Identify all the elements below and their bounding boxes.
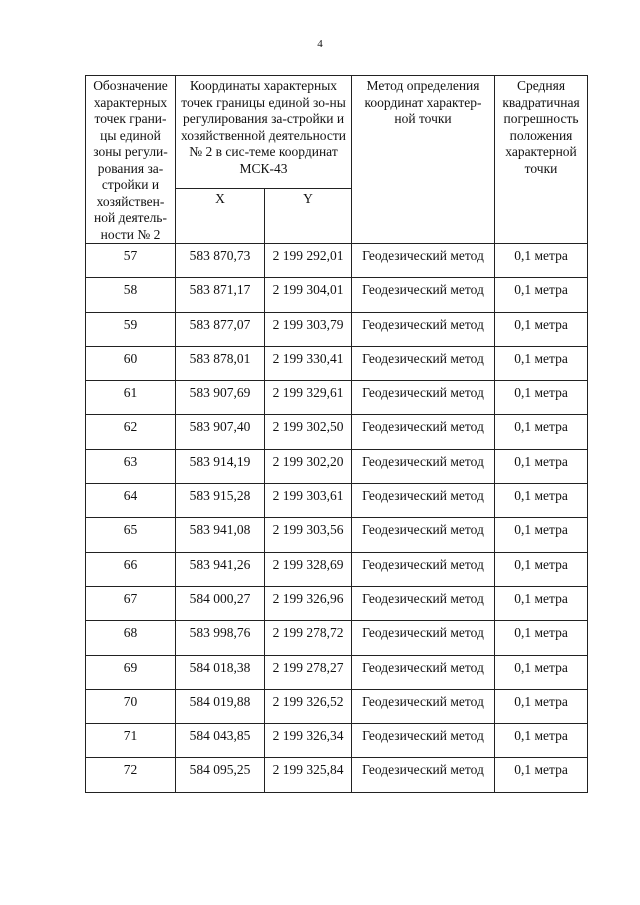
cell-error: 0,1 метра bbox=[495, 689, 588, 723]
cell-method: Геодезический метод bbox=[352, 381, 495, 415]
table-row bbox=[86, 381, 588, 415]
cell-x: 584 095,25 bbox=[176, 758, 265, 792]
table-row bbox=[86, 689, 588, 723]
cell-x: 584 018,38 bbox=[176, 655, 265, 689]
header-x: X bbox=[176, 189, 265, 244]
cell-x: 583 941,08 bbox=[176, 518, 265, 552]
cell-method: Геодезический метод bbox=[352, 758, 495, 792]
cell-x: 583 871,17 bbox=[176, 278, 265, 312]
cell-error: 0,1 метра bbox=[495, 346, 588, 380]
cell-y: 2 199 304,01 bbox=[265, 278, 352, 312]
cell-error: 0,1 метра bbox=[495, 655, 588, 689]
header-y: Y bbox=[265, 189, 352, 244]
cell-error: 0,1 метра bbox=[495, 552, 588, 586]
cell-error: 0,1 метра bbox=[495, 724, 588, 758]
cell-point: 69 bbox=[86, 655, 176, 689]
table-row bbox=[86, 724, 588, 758]
table-body bbox=[86, 244, 588, 793]
cell-point: 65 bbox=[86, 518, 176, 552]
cell-method: Геодезический метод bbox=[352, 449, 495, 483]
cell-y: 2 199 302,50 bbox=[265, 415, 352, 449]
cell-y: 2 199 326,96 bbox=[265, 586, 352, 620]
header-point-designation: Обозначение характерных точек грани-цы единой зоны регули-рования за-стройки и хозяйствен-ной деятель-ности № 2 bbox=[86, 76, 176, 244]
cell-method: Геодезический метод bbox=[352, 244, 495, 278]
table-row bbox=[86, 449, 588, 483]
cell-point: 61 bbox=[86, 381, 176, 415]
cell-method: Геодезический метод bbox=[352, 689, 495, 723]
cell-method: Геодезический метод bbox=[352, 724, 495, 758]
cell-x: 583 915,28 bbox=[176, 484, 265, 518]
cell-error: 0,1 метра bbox=[495, 621, 588, 655]
header-row bbox=[86, 76, 588, 189]
table-row bbox=[86, 655, 588, 689]
cell-method: Геодезический метод bbox=[352, 278, 495, 312]
table-row bbox=[86, 586, 588, 620]
table-header bbox=[86, 76, 588, 244]
cell-point: 71 bbox=[86, 724, 176, 758]
coordinates-table bbox=[85, 75, 588, 793]
cell-y: 2 199 330,41 bbox=[265, 346, 352, 380]
cell-x: 583 870,73 bbox=[176, 244, 265, 278]
cell-point: 62 bbox=[86, 415, 176, 449]
table-row bbox=[86, 415, 588, 449]
table-row bbox=[86, 346, 588, 380]
cell-error: 0,1 метра bbox=[495, 518, 588, 552]
table-row bbox=[86, 621, 588, 655]
table-row bbox=[86, 758, 588, 792]
cell-error: 0,1 метра bbox=[495, 758, 588, 792]
header-method: Метод определения координат характер-ной точки bbox=[352, 76, 495, 244]
cell-x: 583 998,76 bbox=[176, 621, 265, 655]
cell-x: 583 877,07 bbox=[176, 312, 265, 346]
cell-error: 0,1 метра bbox=[495, 415, 588, 449]
cell-error: 0,1 метра bbox=[495, 381, 588, 415]
cell-x: 583 907,40 bbox=[176, 415, 265, 449]
cell-y: 2 199 303,61 bbox=[265, 484, 352, 518]
cell-method: Геодезический метод bbox=[352, 621, 495, 655]
cell-method: Геодезический метод bbox=[352, 586, 495, 620]
cell-x: 583 941,26 bbox=[176, 552, 265, 586]
table-row bbox=[86, 484, 588, 518]
cell-error: 0,1 метра bbox=[495, 484, 588, 518]
cell-method: Геодезический метод bbox=[352, 552, 495, 586]
cell-point: 66 bbox=[86, 552, 176, 586]
cell-error: 0,1 метра bbox=[495, 449, 588, 483]
cell-error: 0,1 метра bbox=[495, 244, 588, 278]
cell-point: 67 bbox=[86, 586, 176, 620]
cell-x: 584 000,27 bbox=[176, 586, 265, 620]
header-mean-square-error: Средняя квадратичная погрешность положения характерной точки bbox=[495, 76, 588, 244]
header-coordinates: Координаты характерных точек границы единой зо-ны регулирования за-стройки и хозяйственной деятельности № 2 в сис-теме координат МСК-43 bbox=[176, 76, 352, 189]
cell-method: Геодезический метод bbox=[352, 518, 495, 552]
cell-error: 0,1 метра bbox=[495, 312, 588, 346]
cell-y: 2 199 328,69 bbox=[265, 552, 352, 586]
cell-point: 57 bbox=[86, 244, 176, 278]
cell-y: 2 199 278,72 bbox=[265, 621, 352, 655]
cell-method: Геодезический метод bbox=[352, 484, 495, 518]
cell-error: 0,1 метра bbox=[495, 586, 588, 620]
cell-x: 583 914,19 bbox=[176, 449, 265, 483]
cell-x: 584 043,85 bbox=[176, 724, 265, 758]
cell-point: 68 bbox=[86, 621, 176, 655]
cell-y: 2 199 303,79 bbox=[265, 312, 352, 346]
cell-y: 2 199 303,56 bbox=[265, 518, 352, 552]
cell-y: 2 199 326,52 bbox=[265, 689, 352, 723]
cell-point: 58 bbox=[86, 278, 176, 312]
table-row bbox=[86, 244, 588, 278]
table-row bbox=[86, 552, 588, 586]
cell-method: Геодезический метод bbox=[352, 655, 495, 689]
cell-point: 72 bbox=[86, 758, 176, 792]
cell-x: 583 878,01 bbox=[176, 346, 265, 380]
cell-point: 70 bbox=[86, 689, 176, 723]
cell-y: 2 199 329,61 bbox=[265, 381, 352, 415]
cell-point: 60 bbox=[86, 346, 176, 380]
cell-point: 63 bbox=[86, 449, 176, 483]
cell-y: 2 199 326,34 bbox=[265, 724, 352, 758]
table-row bbox=[86, 518, 588, 552]
table-row bbox=[86, 312, 588, 346]
table-row bbox=[86, 278, 588, 312]
cell-y: 2 199 302,20 bbox=[265, 449, 352, 483]
cell-y: 2 199 292,01 bbox=[265, 244, 352, 278]
cell-point: 64 bbox=[86, 484, 176, 518]
cell-method: Геодезический метод bbox=[352, 312, 495, 346]
cell-x: 584 019,88 bbox=[176, 689, 265, 723]
cell-method: Геодезический метод bbox=[352, 415, 495, 449]
cell-x: 583 907,69 bbox=[176, 381, 265, 415]
page-number: 4 bbox=[317, 38, 323, 50]
cell-point: 59 bbox=[86, 312, 176, 346]
cell-y: 2 199 278,27 bbox=[265, 655, 352, 689]
cell-y: 2 199 325,84 bbox=[265, 758, 352, 792]
cell-error: 0,1 метра bbox=[495, 278, 588, 312]
cell-method: Геодезический метод bbox=[352, 346, 495, 380]
